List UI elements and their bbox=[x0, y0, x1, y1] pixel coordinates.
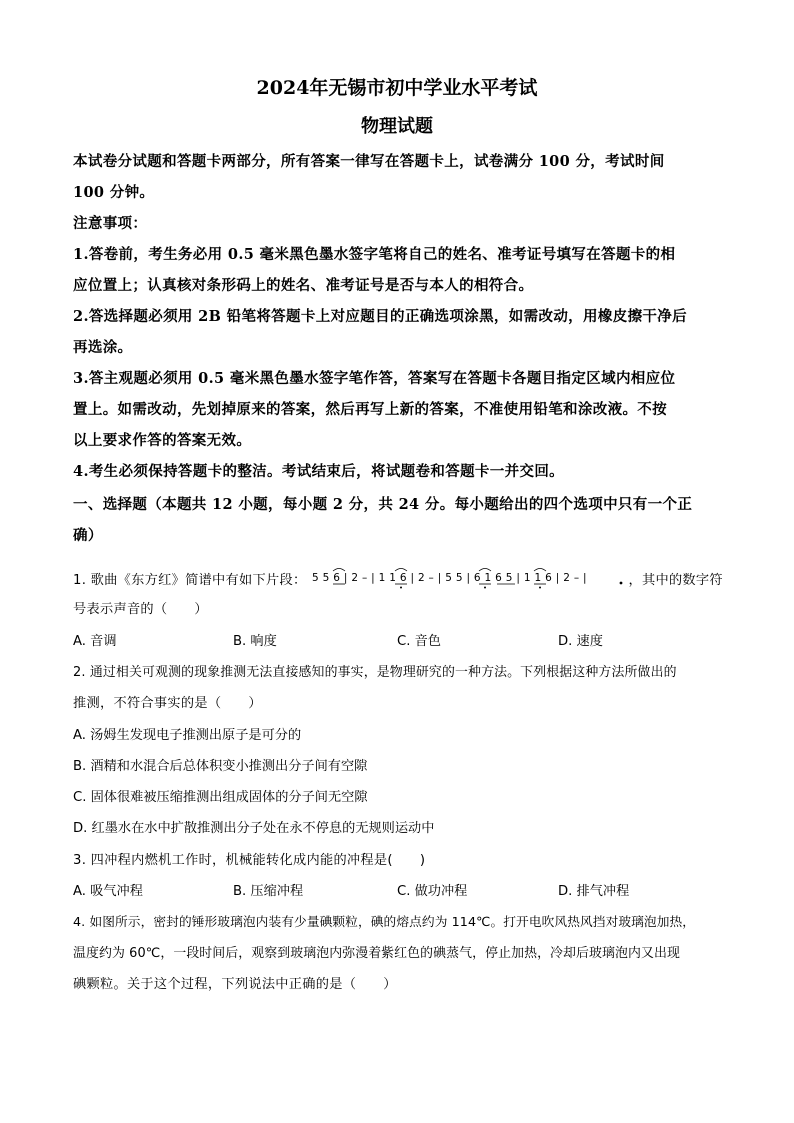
question-1-stem-line-1 bbox=[73, 565, 723, 595]
question-1-option-a[interactable]: A. 音调 bbox=[73, 634, 117, 649]
question-1-stem-end: ，其中的数字符 bbox=[628, 573, 723, 588]
note-1-line-2: 应位置上；认真核对条形码上的姓名、准考证号是否与本人的相符合。 bbox=[73, 277, 534, 294]
exam-subtitle: 物理试题 bbox=[361, 116, 433, 137]
question-3-option-d[interactable]: D. 排气冲程 bbox=[558, 884, 630, 899]
question-4-stem-line-1: 4. 如图所示，密封的锤形玻璃泡内装有少量碘颗粒，碘的熔点约为 114℃。打开电吹风热风挡对玻璃泡加热， bbox=[73, 914, 696, 929]
note-2-line-2: 再选涂。 bbox=[73, 339, 133, 356]
notes-heading: 注意事项： bbox=[73, 215, 148, 232]
question-3-option-c[interactable]: C. 做功冲程 bbox=[397, 884, 468, 899]
note-4: 4.考生必须保持答题卡的整洁。考试结束后，将试题卷和答题卡一并交回。 bbox=[73, 463, 565, 480]
section-1-heading-line-1: 一、选择题（本题共 12 小题，每小题 2 分，共 24 分。每小题给出的四个选项中只有一个正 bbox=[73, 496, 693, 513]
question-2-stem-line-1: 2. 通过相关可观测的现象推测无法直接感知的事实，是物理研究的一种方法。下列根据这种方法所做出的 bbox=[73, 665, 677, 680]
question-4-stem-line-2: 温度约为 60℃，一段时间后，观察到玻璃泡内弥漫着紫红色的碘蒸气，停止加热，冷却后玻璃泡内又出现 bbox=[73, 946, 680, 961]
question-1-option-d[interactable]: D. 速度 bbox=[558, 634, 603, 649]
note-1-line-1: 1.答卷前，考生务必用 0.5 毫米黑色墨水签字笔将自己的姓名、准考证号填写在答题卡的相 bbox=[73, 246, 676, 263]
question-2-stem-line-2: 推测，不符合事实的是（ ） bbox=[73, 696, 262, 711]
question-2-option-b[interactable]: B. 酒精和水混合后总体积变小推测出分子间有空隙 bbox=[73, 759, 368, 774]
question-2-option-a[interactable]: A. 汤姆生发现电子推测出原子是可分的 bbox=[73, 728, 302, 743]
music-score bbox=[312, 565, 624, 595]
question-1-option-b[interactable]: B. 响度 bbox=[233, 634, 277, 649]
note-3-line-3: 以上要求作答的答案无效。 bbox=[73, 432, 252, 449]
question-3-stem: 3. 四冲程内燃机工作时，机械能转化成内能的冲程是( ) bbox=[73, 853, 426, 868]
music-notation-text: 5 5 6 | 2 – | 1 1 6 | 2 – | 5 5 | 6 1 6 5 | 1 1 6 | 2 – | bbox=[312, 572, 588, 584]
question-2-option-c[interactable]: C. 固体很难被压缩推测出组成固体的分子间无空隙 bbox=[73, 790, 368, 805]
question-2-option-d[interactable]: D. 红墨水在水中扩散推测出分子处在永不停息的无规则运动中 bbox=[73, 821, 435, 836]
section-1-heading-line-2: 确） bbox=[73, 527, 103, 544]
note-2-line-1: 2.答选择题必须用 2B 铅笔将答题卡上对应题目的正确选项涂黑，如需改动，用橡皮擦干净后 bbox=[73, 308, 687, 325]
question-1-stem-start: 1. 歌曲《东方红》简谱中有如下片段： bbox=[73, 573, 307, 588]
intro-line-2: 100 分钟。 bbox=[73, 184, 155, 201]
exam-title: 2024年无锡市初中学业水平考试 bbox=[256, 77, 538, 99]
question-3-option-a[interactable]: A. 吸气冲程 bbox=[73, 884, 143, 899]
question-1-stem-line-2: 号表示声音的（ ） bbox=[73, 602, 208, 617]
note-3-line-2: 置上。如需改动，先划掉原来的答案，然后再写上新的答案，不准使用铅笔和涂改液。不按 bbox=[73, 401, 667, 418]
question-1-option-c[interactable]: C. 音色 bbox=[397, 634, 441, 649]
intro-line-1: 本试卷分试题和答题卡两部分，所有答案一律写在答题卡上，试卷满分 100 分，考试时间 bbox=[73, 153, 665, 170]
question-3-option-b[interactable]: B. 压缩冲程 bbox=[233, 884, 304, 899]
note-3-line-1: 3.答主观题必须用 0.5 毫米黑色墨水签字笔作答，答案写在答题卡各题目指定区域内相应位 bbox=[73, 370, 676, 387]
music-notation-figure bbox=[312, 565, 624, 591]
question-4-stem-line-3: 碘颗粒。关于这个过程，下列说法中正确的是（ ） bbox=[73, 977, 397, 992]
